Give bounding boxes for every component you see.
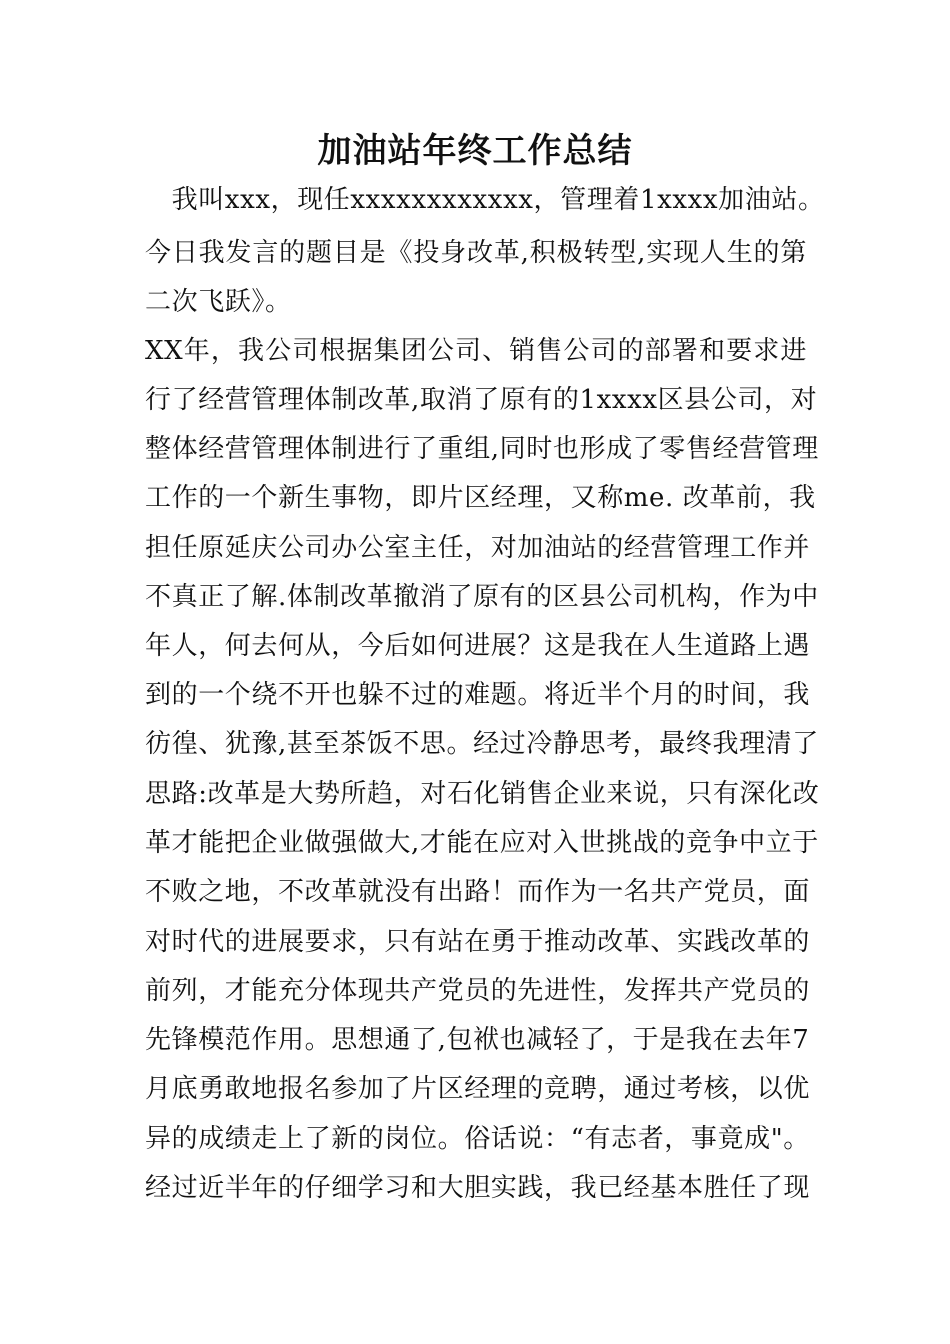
- paragraph-line: 工作的一个新生事物，即片区经理，又称me. 改革前，我: [145, 483, 816, 513]
- paragraph-line: 思路:改革是大势所趋，对石化销售企业来说，只有深化改: [145, 779, 820, 809]
- paragraph-line: 不真正了解.体制改革撤消了原有的区县公司机构，作为中: [145, 582, 819, 612]
- paragraph-line: 二次飞跃》。: [145, 287, 292, 317]
- paragraph-line: 月底勇敢地报名参加了片区经理的竞聘，通过考核，以优: [145, 1074, 811, 1104]
- paragraph-line: XX年，我公司根据集团公司、销售公司的部署和要求进: [145, 336, 807, 366]
- paragraph-line: 年人，何去何从，今后如何进展？这是我在人生道路上遇: [145, 631, 811, 661]
- paragraph-line: 我叫xxx，现任xxxxxxxxxxxx，管理着1xxxx加油站。: [145, 185, 825, 215]
- paragraph-line: 先锋模范作用。思想通了,包袱也减轻了，于是我在去年7: [145, 1025, 810, 1055]
- paragraph-line: 到的一个绕不开也躲不过的难题。将近半个月的时间，我: [145, 680, 811, 710]
- paragraph-line: 革才能把企业做强做大,才能在应对入世挑战的竞争中立于: [145, 828, 819, 858]
- paragraph-line: 行了经营管理体制改革,取消了原有的1xxxx区县公司，对: [145, 385, 818, 415]
- paragraph-line: 对时代的进展要求，只有站在勇于推动改革、实践改革的: [145, 927, 811, 957]
- paragraph-line: 经过近半年的仔细学习和大胆实践，我已经基本胜任了现: [145, 1173, 811, 1203]
- paragraph-line: 今日我发言的题目是《投身改革,积极转型,实现人生的第: [145, 238, 807, 268]
- paragraph-line: 整体经营管理体制进行了重组,同时也形成了零售经营管理: [145, 434, 819, 464]
- paragraph-line: 前列，才能充分体现共产党员的先进性，发挥共产党员的: [145, 976, 811, 1006]
- paragraph-line: 担任原延庆公司办公室主任，对加油站的经营管理工作并: [145, 533, 811, 563]
- paragraph-line: 异的成绩走上了新的岗位。俗话说：“有志者，事竟成"。: [145, 1124, 810, 1154]
- document-title: 加油站年终工作总结: [317, 131, 633, 171]
- paragraph-line: 彷徨、犹豫,甚至茶饭不思。经过冷静思考，最终我理清了: [145, 729, 819, 759]
- paragraph-line: 不败之地，不改革就没有出路！而作为一名共产党员，面: [145, 877, 811, 907]
